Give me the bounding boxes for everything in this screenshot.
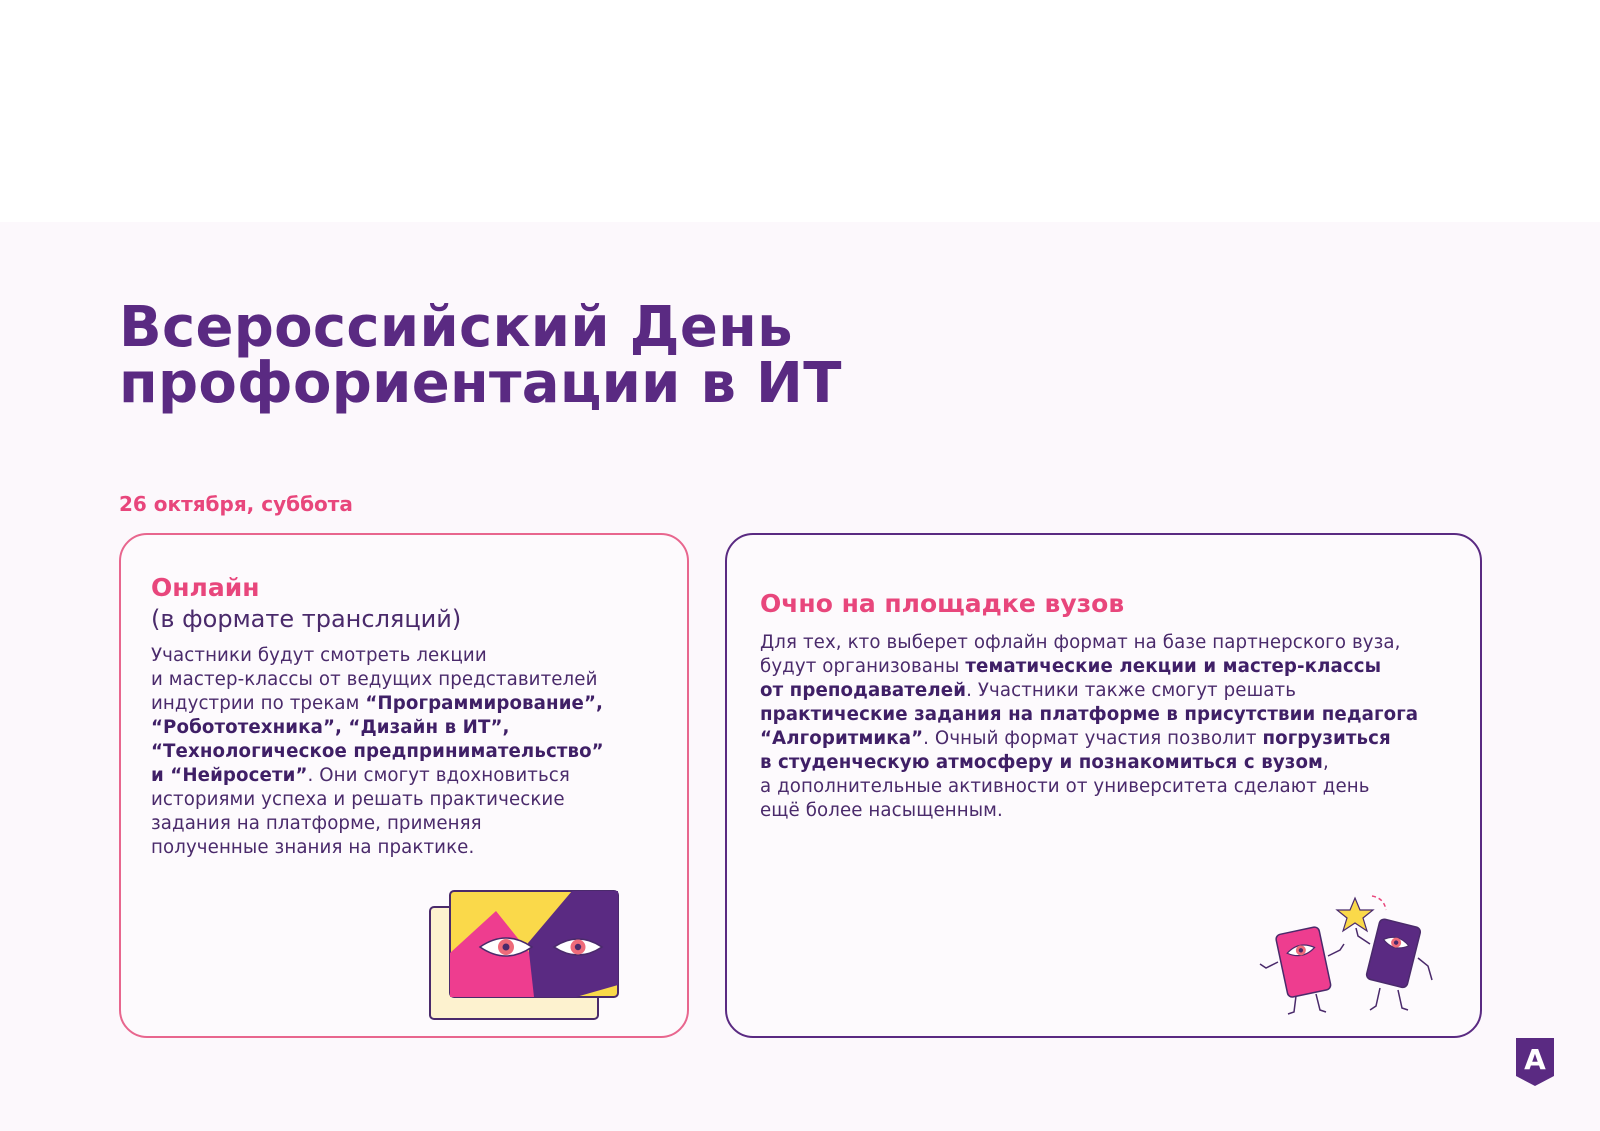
offline-format-card: [725, 533, 1482, 1038]
title-line-1: Всероссийский День: [119, 295, 793, 360]
emphasis-text: “Программирование”, “Робототехника”, “Дизайн в ИТ”, “Технологическое предпринимательство” и “Нейросети”: [151, 693, 604, 786]
title-line-2: профориентации в ИТ: [119, 351, 842, 416]
offline-card-heading: Очно на площадке вузов: [760, 589, 1125, 618]
screens-with-eyes-illustration: [426, 885, 636, 1025]
online-format-card: [119, 533, 689, 1038]
offline-card-text: [760, 631, 1470, 823]
event-date: 26 октября, суббота: [119, 492, 353, 516]
online-card-heading: Онлайн: [151, 573, 260, 602]
body-text: Участники будут смотреть лекции и мастер-классы от ведущих представителей индустрии по трекам: [151, 645, 598, 714]
logo-letter: A: [1524, 1043, 1546, 1076]
emphasis-text: тематические лекции и мастер-классы от преподавателей: [760, 656, 1382, 701]
algorithmika-logo-icon: [1514, 1036, 1556, 1088]
eye-characters-with-star-illustration: [1252, 870, 1442, 1020]
online-card-text: [151, 644, 651, 860]
emphasis-text: практические задания на платформе в присутствии педагога “Алгоритмика”: [760, 704, 1419, 749]
body-text: Для тех, кто выберет офлайн формат на базе партнерского вуза, будут организованы: [760, 632, 1401, 677]
body-text: , а дополнительные активности от университета сделают день ещё более насыщенным.: [760, 752, 1370, 821]
emphasis-text: погрузиться в студенческую атмосферу и познакомиться с вузом: [760, 728, 1391, 773]
body-text: . Участники также смогут решать: [966, 680, 1297, 701]
body-text: . Они смогут вдохновиться историями успеха и решать практические задания на платформе, применяя полученные знания на практике.: [151, 765, 570, 858]
page-title: [119, 295, 842, 416]
body-text: . Очный формат участия позволит: [923, 728, 1263, 749]
online-card-subheading: (в формате трансляций): [151, 605, 462, 633]
